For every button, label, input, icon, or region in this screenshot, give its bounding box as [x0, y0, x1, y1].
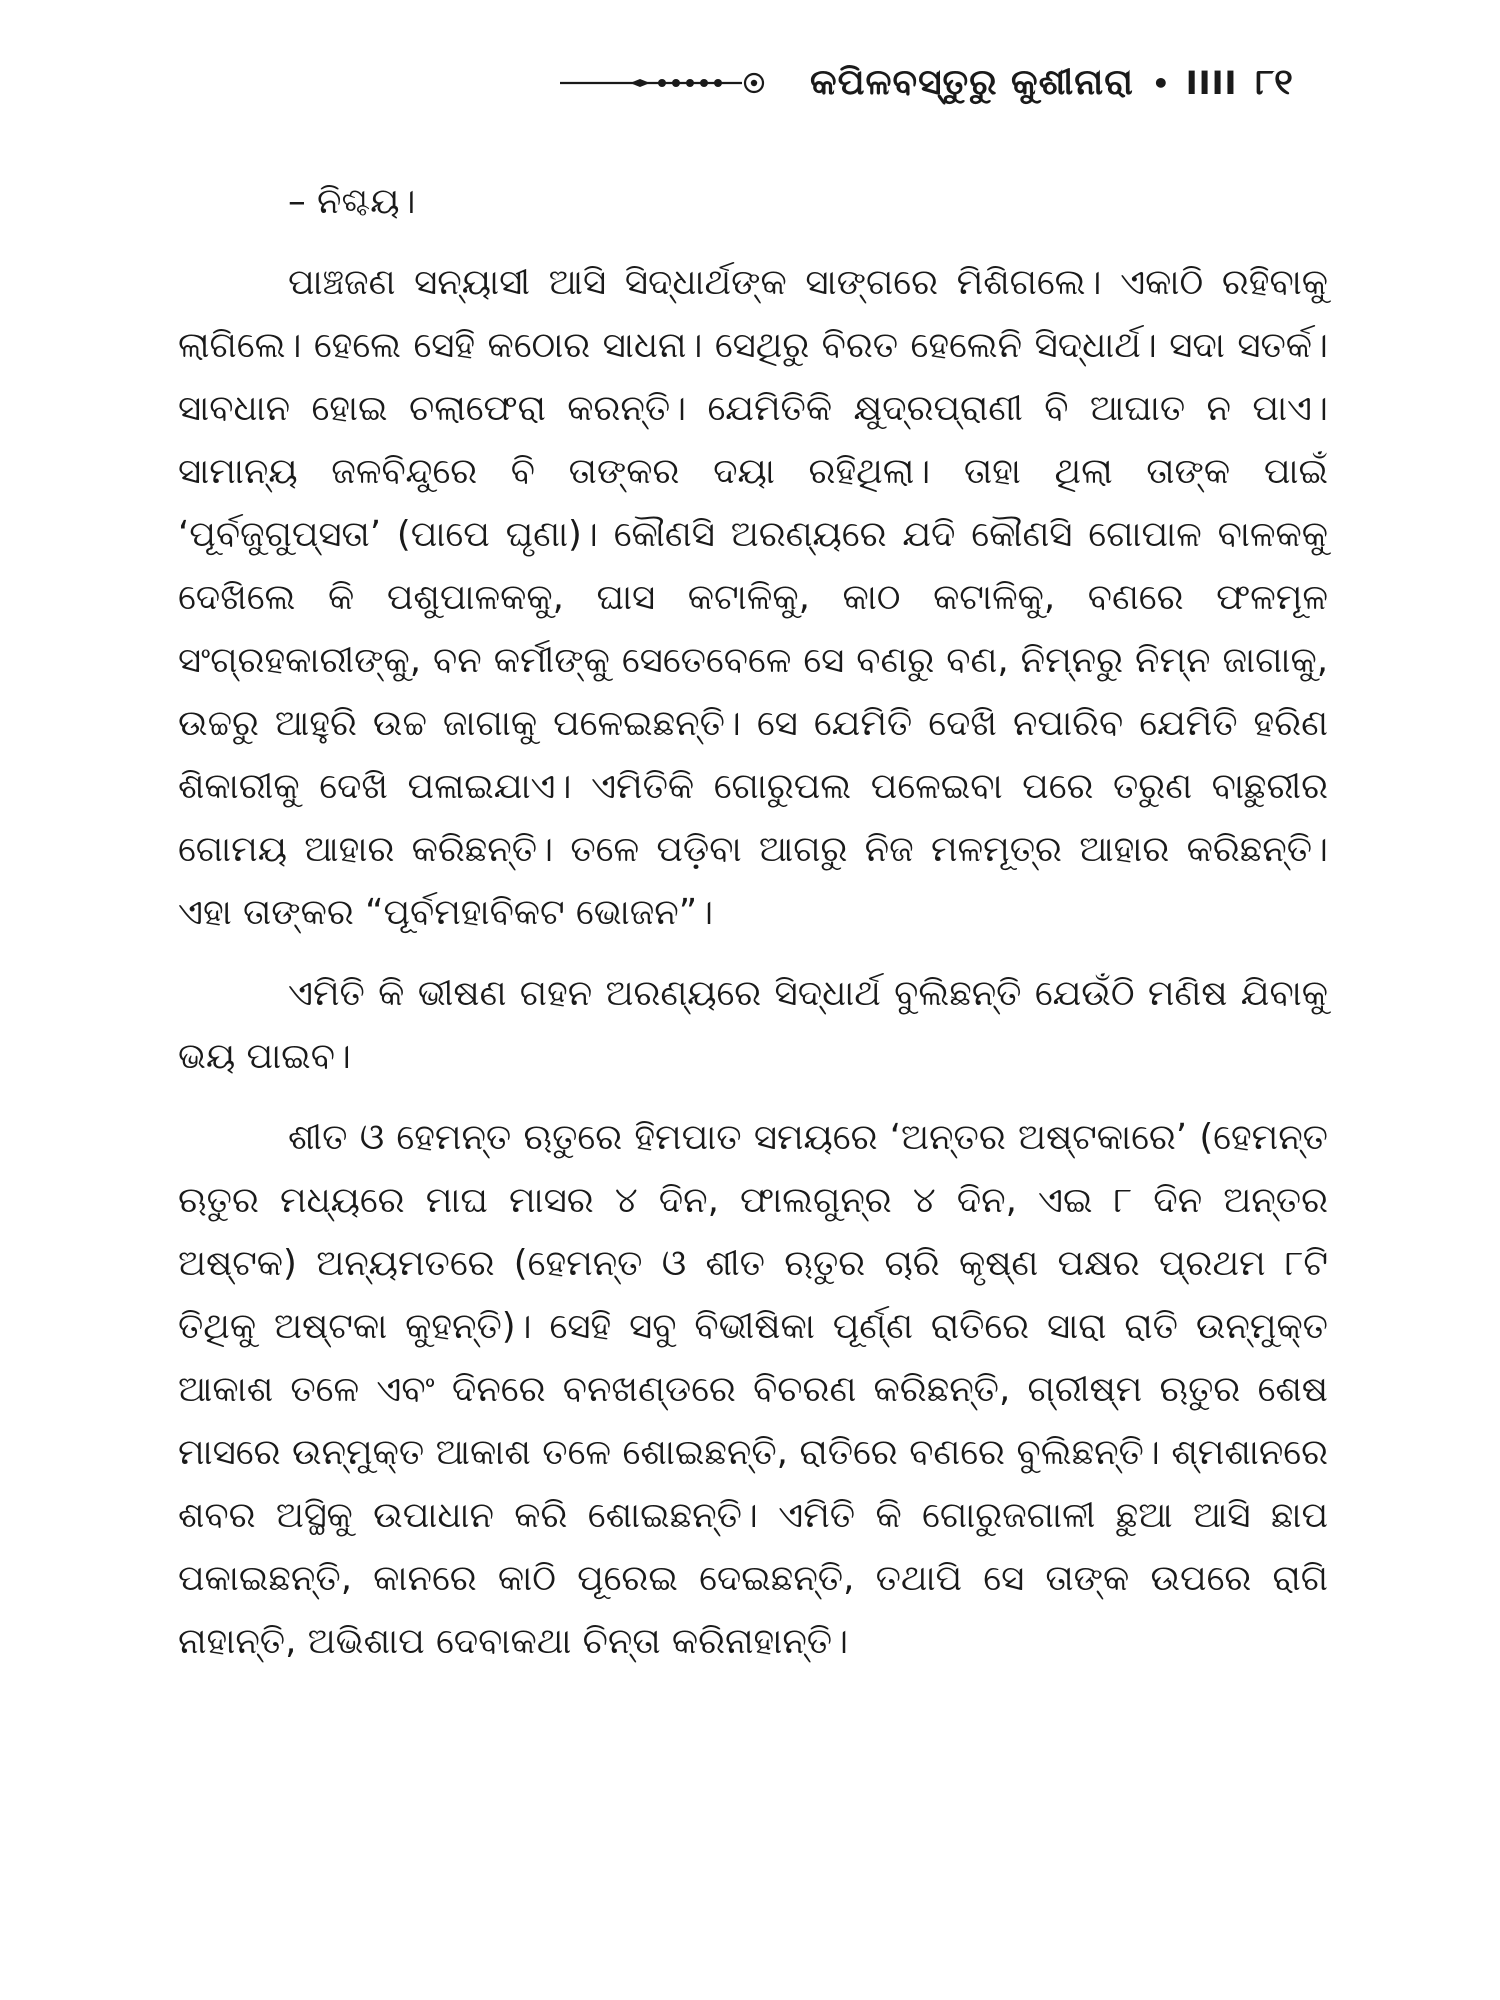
paragraph: ଏମିତି କି ଭୀଷଣ ଗହନ ଅରଣ୍ୟରେ ସିଦ୍ଧାର୍ଥ ବୁଲିଛନ୍ତି ଯେଉଁଠି ମଣିଷ ଯିବାକୁ ଭୟ ପାଇବ।	[178, 973, 1328, 1077]
body-text	[178, 170, 1328, 1691]
header-bullet: •	[1151, 66, 1170, 100]
paragraph: ପାଞ୍ଚଜଣ ସନ୍ୟାସୀ ଆସି ସିଦ୍ଧାର୍ଥଙ୍କ ସାଙ୍ଗରେ ମିଶିଗଲେ। ଏକାଠି ରହିବାକୁ ଲାଗିଲେ। ହେଲେ ସେହି କଠୋର ସାଧନା। ସେଥିରୁ ବିରତ ହେଲେନି ସିଦ୍ଧାର୍ଥ। ସଦା ସତର୍କ। ସାବଧାନ ହୋଇ ଚଲାଫେରା କରନ୍ତି। ଯେମିତିକି କ୍ଷୁଦ୍ରପ୍ରାଣୀ ବି ଆଘାତ ନ ପାଏ। ସାମାନ୍ୟ ଜଳବିନ୍ଦୁରେ ବି ତାଙ୍କର ଦୟା ରହିଥିଲା। ତାହା ଥିଲା ତାଙ୍କ ପାଇଁ ‘ପୂର୍ବଜୁଗୁପ୍ସତା’ (ପାପେ ଘୃଣା)। କୌଣସି ଅରଣ୍ୟରେ ଯଦି କୌଣସି ଗୋପାଳ ବାଳକକୁ ଦେଖିଲେ କି ପଶୁପାଳକକୁ, ଘାସ କଟାଳିକୁ, କାଠ କଟାଳିକୁ, ବଣରେ ଫଳମୂଳ ସଂଗ୍ରହକାରୀଙ୍କୁ, ବନ କର୍ମୀଙ୍କୁ ସେତେବେଳେ ସେ ବଣରୁ ବଣ, ନିମ୍ନରୁ ନିମ୍ନ ଜାଗାକୁ, ଉଚ୍ଚରୁ ଆହୁରି ଉଚ୍ଚ ଜାଗାକୁ ପଳେଇଛନ୍ତି। ସେ ଯେମିତି ଦେଖି ନପାରିବ ଯେମିତି ହରିଣ ଶିକାରୀକୁ ଦେଖି ପଳାଇଯାଏ। ଏମିତିକି ଗୋରୁପଲ ପଳେଇବା ପରେ ତରୁଣ ବାଛୁରୀର ଗୋମୟ ଆହାର କରିଛନ୍ତି। ତଳେ ପଡ଼ିବା ଆଗରୁ ନିଜ ମଳମୂତ୍ର ଆହାର କରିଛନ୍ତି। ଏହା ତାଙ୍କର “ପୂର୍ବମହାବିକଟ ଭୋଜନ”।	[178, 262, 1328, 933]
paragraph: ଶୀତ ଓ ହେମନ୍ତ ଋତୁରେ ହିମପାତ ସମୟରେ ‘ଅନ୍ତର ଅଷ୍ଟକାରେ’ (ହେମନ୍ତ ଋତୁର ମଧ୍ୟରେ ମାଘ ମାସର ୪ ଦିନ, ଫାଲଗୁନ୍‌ର ୪ ଦିନ, ଏଇ ୮ ଦିନ ଅନ୍ତର ଅଷ୍ଟକ) ଅନ୍ୟମତରେ (ହେମନ୍ତ ଓ ଶୀତ ଋତୁର ଚାରି କୃଷ୍ଣ ପକ୍ଷର ପ୍ରଥମ ୮ଟି ତିଥିକୁ ଅଷ୍ଟକା କୁହନ୍ତି)। ସେହି ସବୁ ବିଭୀଷିକା ପୂର୍ଣ୍ଣ ରାତିରେ ସାରା ରାତି ଉନ୍ମୁକ୍ତ ଆକାଶ ତଳେ ଏବଂ ଦିନରେ ବନଖଣ୍ଡରେ ବିଚରଣ କରିଛନ୍ତି, ଗ୍ରୀଷ୍ମ ଋତୁର ଶେଷ ମାସରେ ଉନ୍ମୁକ୍ତ ଆକାଶ ତଳେ ଶୋଇଛନ୍ତି, ରାତିରେ ବଣରେ ବୁଲିଛନ୍ତି। ଶ୍ମଶାନରେ ଶବର ଅସ୍ଥିକୁ ଉପାଧାନ କରି ଶୋଇଛନ୍ତି। ଏମିତି କି ଗୋରୁଜଗାଳୀ ଛୁଆ ଆସି ଛାପ ପକାଇଛନ୍ତି, କାନରେ କାଠି ପୂରେଇ ଦେଇଛନ୍ତି, ତଥାପି ସେ ତାଙ୍କ ଉପରେ ରାଗି ନାହାନ୍ତି, ଅଭିଶାପ ଦେବାକଥା ଚିନ୍ତା କରିନାହାନ୍ତି।	[178, 1117, 1328, 1662]
running-header	[560, 58, 1340, 108]
running-title: କପିଳବସ୍ତୁରୁ କୁଶୀନାରା	[810, 62, 1134, 103]
paragraph: – ନିଶ୍ଚୟ।	[288, 181, 416, 222]
header-bars: IIII	[1185, 64, 1238, 102]
page-number: ୮୧	[1255, 62, 1293, 103]
ornament-icon	[560, 71, 770, 95]
